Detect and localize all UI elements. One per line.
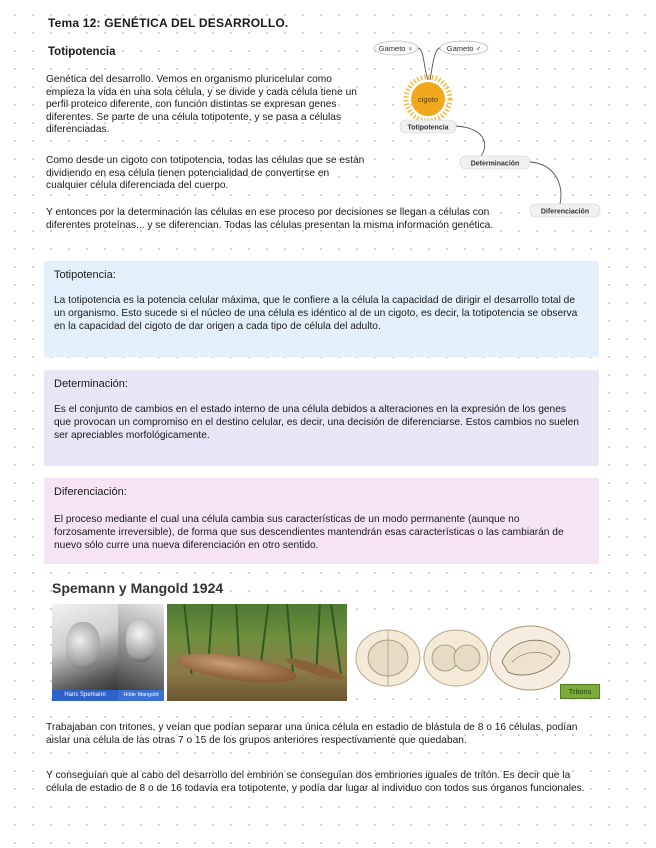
definition-body: La totipotencia es la potencia celular máxima, que le confiere a la célula la capacidad de dirigir el desarrollo total de un organismo. Esto sucede si el núcleo de una célula es idéntico al de un cigoto, es decir, la totipotencia se observa en la capacidad del cigoto de dar origen a cada tipo de célula del adulto.: [54, 295, 578, 332]
stage-totipotency: [400, 120, 456, 133]
definition-box-determination: [44, 370, 599, 466]
definition-title: Totipotencia:: [54, 269, 116, 281]
photo-caption-left: Hans Spemann: [52, 690, 118, 701]
section-heading: Spemann y Mangold 1924: [52, 580, 224, 596]
stage-determination-label: Determinación: [470, 160, 520, 168]
intro-paragraph-1: Genética del desarrollo. Vemos en organismo pluricelular como empieza la vida en una sola célula, y se divide y cada célula tiene un perfil proteico diferente, con función distintas se expresan genes diferentes. Se parte de una célula totipotente, y se pasa a células diferenciadas.: [46, 74, 357, 136]
gamete-female: [374, 41, 418, 55]
portrait-spemann: [66, 622, 100, 668]
arrow-gamete2: [430, 48, 440, 80]
definition-box-differentiation: [44, 478, 599, 564]
tritons-tag: Tritons: [560, 684, 600, 699]
section-subtitle: Totipotencia: [48, 46, 116, 58]
definition-title: Determinación:: [54, 378, 128, 390]
page-title: Tema 12: GENÉTICA DEL DESARROLLO.: [48, 16, 289, 30]
intro-paragraph-3: Y entonces por la determinación las células en ese proceso por decisiones se llegan a células con diferentes proteínas... y se diferencian. Todas las células presentan la misma información genética.: [46, 207, 494, 231]
portrait-mangold: [126, 618, 156, 662]
definition-title: Diferenciación:: [54, 486, 127, 498]
embryo-stage-c: [490, 626, 570, 690]
gamete-male-label: Gameto ♂: [446, 44, 482, 53]
arrow-2: [530, 162, 561, 204]
spemann-paragraph-2: Y conseguían que al cabo del desarrollo del embrión se conseguían dos embriones iguales de tritón. Es decir que la célula de estadio de 8 o de 16 todavía era totipotente, y podía dar lugar al individuo con todos sus órganos funcionales.: [46, 770, 585, 794]
newt-photo: [167, 604, 347, 701]
embryo-stage-a: [356, 630, 420, 686]
spemann-paragraph-1: Trabajaban con tritones, y veían que podían separar una única célula en estadio de blástula de 8 o 16 células, podían aislar una célula de las otras 7 o 15 de los grupos anteriores respectivamente que quedaban.: [46, 722, 578, 746]
arrow-gamete1: [418, 48, 428, 80]
scientists-photo: [52, 604, 164, 701]
arrow-1: [456, 126, 485, 160]
intro-paragraph-2: Como desde un cigoto con totipotencia, todas las células que se están dividiendo en esa célula tienen potencialidad de convertirse en cualquier célula diferenciada del cuerpo.: [46, 155, 365, 192]
photo-caption-right: Hilde Mangold: [118, 690, 164, 701]
definition-body: El proceso mediante el cual una célula cambia sus características de un modo permanente (aunque no forzosamente irreversible), de forma que sus descendientes mantendrán esas características o las cambiarán de nuevo sólo curre una nueva diferenciación en otro sentido.: [54, 514, 564, 551]
stage-differentiation: [530, 204, 600, 217]
gamete-male: [440, 41, 488, 55]
zygote-sun: [406, 77, 450, 121]
stage-determination: [460, 156, 530, 169]
stage-totipotency-label: Totipotencia: [407, 124, 449, 132]
stage-differentiation-label: Diferenciación: [540, 208, 590, 216]
definition-body: Es el conjunto de cambios en el estado interno de una célula debidos a alteraciones en la expresión de los genes que provocan un compromiso en el destino celular, es decir, una decisión de diferenciarse. Estos cambios no suelen ser apreciables morfológicamente.: [54, 404, 579, 441]
development-diagram: [366, 36, 606, 226]
gamete-female-label: Gameto ♀: [378, 44, 414, 53]
embryo-stage-b: [424, 630, 488, 686]
definition-box-totipotency: [44, 261, 599, 357]
zygote-label: cigoto: [417, 95, 439, 104]
